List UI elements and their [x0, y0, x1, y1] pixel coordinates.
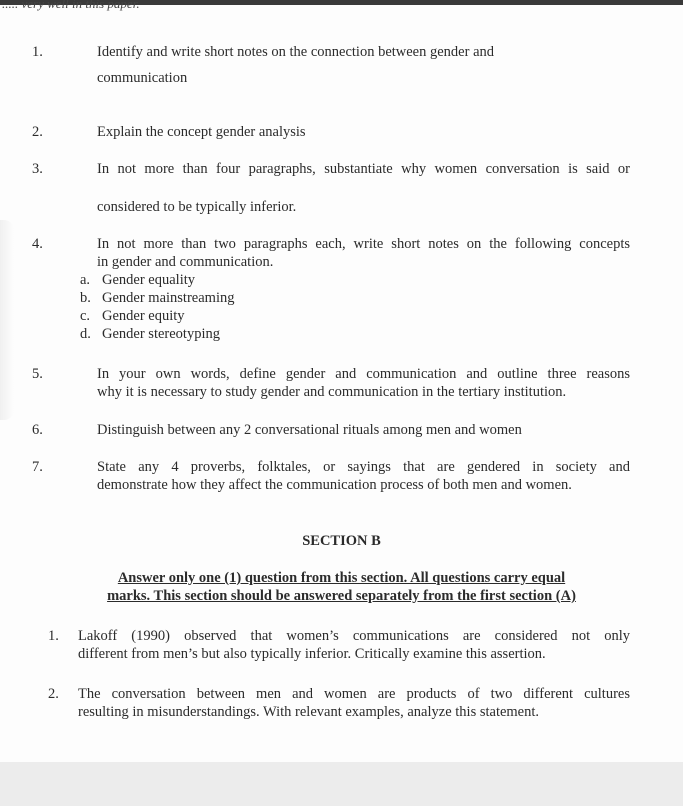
section-b-instruction-line-2: marks. This section should be answered separately from the first section (A) — [107, 588, 576, 604]
question-4-line-1: In not more than two paragraphs each, write short notes on the following concepts — [97, 236, 630, 252]
section-b-question-2-line-2: resulting in misunderstandings. With relevant examples, analyze this statement. — [78, 704, 540, 720]
list-item — [80, 325, 220, 343]
section-b-question-1-line-1: Lakoff (1990) observed that women’s communications are considered not only — [78, 628, 630, 644]
list-item-text: Gender equity — [102, 308, 185, 324]
question-1-number: 1. — [32, 44, 43, 60]
question-1-line-2: communication — [97, 70, 188, 86]
section-b-question-1-number: 1. — [48, 628, 59, 644]
question-3-number: 3. — [32, 161, 43, 177]
question-7-number: 7. — [32, 459, 43, 475]
section-b-title: SECTION B — [302, 533, 381, 549]
section-b-question-2-number: 2. — [48, 686, 59, 702]
question-3-line-1: In not more than four paragraphs, substantiate why women conversation is said or — [97, 161, 630, 177]
page-edge-shadow — [0, 220, 14, 420]
list-item-text: Gender stereotyping — [102, 326, 220, 342]
list-item-letter: d. — [80, 326, 91, 342]
list-item — [80, 271, 195, 289]
list-item-letter: a. — [80, 272, 91, 288]
question-2-number: 2. — [32, 124, 43, 140]
question-3-line-2: considered to be typically inferior. — [97, 199, 297, 215]
question-4-number: 4. — [32, 236, 43, 252]
question-6-number: 6. — [32, 422, 43, 438]
question-7-line-2: demonstrate how they affect the communication process of both men and women. — [97, 477, 572, 493]
question-5-number: 5. — [32, 366, 43, 382]
section-b-question-2-line-1: The conversation between men and women are products of two different cultures — [78, 686, 630, 702]
list-item-letter: c. — [80, 308, 91, 324]
list-item-text: Gender equality — [102, 272, 196, 288]
question-4-line-2: in gender and communication. — [97, 254, 274, 270]
section-b-question-1-line-2: different from men’s but also typically inferior. Critically examine this assertion. — [78, 646, 546, 662]
question-5-line-1: In your own words, define gender and communication and outline three reasons — [97, 366, 630, 382]
section-b-instruction-line-1: Answer only one (1) question from this section. All questions carry equal — [117, 570, 566, 586]
question-1-line-1: Identify and write short notes on the connection between gender and — [97, 44, 495, 60]
question-7-line-1: State any 4 proverbs, folktales, or sayings that are gendered in society and — [97, 459, 630, 475]
list-item — [80, 307, 185, 325]
list-item-text: Gender mainstreaming — [102, 290, 235, 306]
list-item-letter: b. — [80, 290, 91, 306]
question-6-line-1: Distinguish between any 2 conversational rituals among men and women — [97, 422, 522, 438]
question-5-line-2: why it is necessary to study gender and communication in the tertiary institution. — [97, 384, 567, 400]
list-item — [80, 289, 234, 307]
question-2-line-1: Explain the concept gender analysis — [97, 124, 306, 140]
cut-off-header-text: ..... very well in this paper. — [2, 0, 140, 11]
